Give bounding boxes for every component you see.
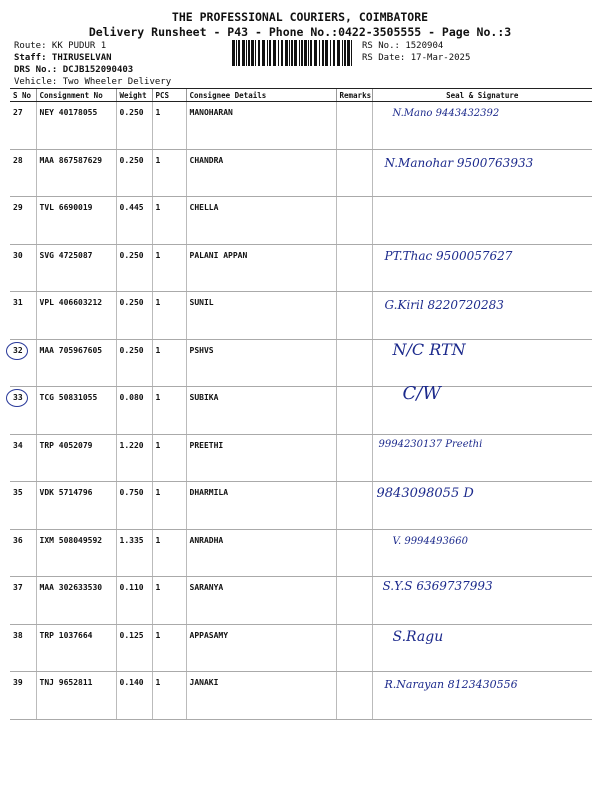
cell-weight: 0.110 xyxy=(116,577,152,625)
cell-sno: 33 xyxy=(10,387,36,435)
cell-weight: 0.140 xyxy=(116,672,152,720)
table-row xyxy=(10,624,592,672)
col-weight: Weight xyxy=(116,89,152,102)
barcode-bar xyxy=(248,40,250,66)
cell-consignee: SUBIKA xyxy=(186,387,336,435)
cell-seal-signature xyxy=(372,383,592,435)
vehicle-label: Vehicle: Two Wheeler Delivery xyxy=(14,77,172,87)
barcode-bar xyxy=(322,40,324,66)
cell-weight: 0.250 xyxy=(116,292,152,340)
cell-remarks xyxy=(336,292,372,340)
cell-sno: 29 xyxy=(10,197,36,245)
cell-weight: 1.220 xyxy=(116,434,152,482)
table-header-row xyxy=(10,89,592,102)
cell-pcs: 1 xyxy=(152,149,186,197)
cell-remarks xyxy=(336,244,372,292)
barcode-bar xyxy=(251,40,254,66)
cell-seal-signature xyxy=(372,434,592,482)
barcode-bar xyxy=(262,40,265,66)
handwritten-signature: N.Manohar 9500763933 xyxy=(384,155,534,170)
table-row xyxy=(10,292,592,340)
cell-sno: 39 xyxy=(10,672,36,720)
cell-consignment: IXM 508049592 xyxy=(36,529,116,577)
cell-consignee: MANOHARAN xyxy=(186,102,336,150)
barcode-bar xyxy=(333,40,335,66)
cell-pcs: 1 xyxy=(152,672,186,720)
barcode-bar xyxy=(319,40,320,66)
cell-weight: 0.250 xyxy=(116,244,152,292)
table-row xyxy=(10,244,592,292)
barcode-bar xyxy=(255,40,256,66)
cell-seal-signature xyxy=(372,339,592,387)
cell-sno: 38 xyxy=(10,624,36,672)
cell-weight: 0.445 xyxy=(116,197,152,245)
cell-consignment: TRP 1037664 xyxy=(36,624,116,672)
runsheet-info-left xyxy=(14,40,171,88)
barcode-bar xyxy=(325,40,328,66)
cell-seal-signature xyxy=(372,149,592,197)
cell-remarks xyxy=(336,434,372,482)
cell-weight: 0.250 xyxy=(116,102,152,150)
handwritten-signature: PT.Thac 9500057627 xyxy=(384,248,513,263)
col-sno: S No xyxy=(10,89,36,102)
handwritten-signature: V. 9994493660 xyxy=(392,535,468,547)
cell-pcs: 1 xyxy=(152,577,186,625)
cell-sno: 30 xyxy=(10,244,36,292)
cell-consignment: VDK 5714796 xyxy=(36,482,116,530)
cell-consignee: CHANDRA xyxy=(186,149,336,197)
cell-consignee: DHARMILA xyxy=(186,482,336,530)
cell-pcs: 1 xyxy=(152,244,186,292)
cell-consignee: PREETHI xyxy=(186,434,336,482)
cell-remarks xyxy=(336,672,372,720)
col-remarks: Remarks xyxy=(336,89,372,102)
barcode-bar xyxy=(344,40,346,66)
handwritten-signature: G.Kiril 8220720283 xyxy=(384,298,504,312)
barcode-bar xyxy=(301,40,303,66)
cell-consignee: PALANI APPAN xyxy=(186,244,336,292)
barcode-bar xyxy=(267,40,268,66)
cell-weight: 0.750 xyxy=(116,482,152,530)
cell-sno: 35 xyxy=(10,482,36,530)
barcode-bar xyxy=(330,40,331,66)
hand-drawn-circle xyxy=(6,389,28,407)
handwritten-signature: C/W xyxy=(402,383,441,404)
cell-remarks xyxy=(336,482,372,530)
cell-sno: 37 xyxy=(10,577,36,625)
cell-seal-signature xyxy=(372,102,592,150)
cell-weight: 0.250 xyxy=(116,149,152,197)
cell-pcs: 1 xyxy=(152,197,186,245)
staff-label: Staff: THIRUSELVAN xyxy=(14,53,112,63)
cell-consignee: ANRADHA xyxy=(186,529,336,577)
cell-consignment: VPL 406603212 xyxy=(36,292,116,340)
cell-seal-signature xyxy=(372,244,592,292)
cell-pcs: 1 xyxy=(152,387,186,435)
barcode-bar xyxy=(281,40,283,66)
cell-remarks xyxy=(336,624,372,672)
cell-remarks xyxy=(336,102,372,150)
table-row xyxy=(10,482,592,530)
delivery-runsheet-table xyxy=(10,88,592,720)
handwritten-signature: S.Y.S 6369737993 xyxy=(382,579,493,593)
cell-pcs: 1 xyxy=(152,102,186,150)
cell-consignee: CHELLA xyxy=(186,197,336,245)
barcode-bar xyxy=(269,40,271,66)
cell-sno: 34 xyxy=(10,434,36,482)
drs-number: DRS No.: DCJB152090403 xyxy=(14,65,134,75)
cell-consignment: TVL 6690019 xyxy=(36,197,116,245)
table-row xyxy=(10,387,592,435)
cell-pcs: 1 xyxy=(152,339,186,387)
cell-remarks xyxy=(336,529,372,577)
barcode-bar xyxy=(291,40,293,66)
barcode-bar xyxy=(342,40,343,66)
table-row xyxy=(10,434,592,482)
barcode-bar xyxy=(278,40,279,66)
cell-seal-signature xyxy=(372,482,592,530)
barcode-bar xyxy=(299,40,300,66)
cell-pcs: 1 xyxy=(152,434,186,482)
handwritten-signature: R.Narayan 8123430556 xyxy=(384,678,518,691)
cell-consignment: MAA 705967605 xyxy=(36,339,116,387)
company-name: THE PROFESSIONAL COURIERS, COIMBATORE xyxy=(171,10,429,24)
cell-remarks xyxy=(336,149,372,197)
runsheet-info-right xyxy=(362,40,470,64)
cell-sno: 32 xyxy=(10,339,36,387)
cell-sno: 27 xyxy=(10,102,36,150)
rs-date: RS Date: 17-Mar-2025 xyxy=(362,53,471,63)
document-title-block xyxy=(0,10,600,40)
table-row xyxy=(10,102,592,150)
handwritten-signature: S.Ragu xyxy=(392,628,444,645)
handwritten-signature: N/C RTN xyxy=(392,339,466,359)
cell-pcs: 1 xyxy=(152,482,186,530)
cell-pcs: 1 xyxy=(152,292,186,340)
barcode-bar xyxy=(337,40,340,66)
cell-consignment: NEY 40178055 xyxy=(36,102,116,150)
cell-pcs: 1 xyxy=(152,529,186,577)
cell-consignment: MAA 302633530 xyxy=(36,577,116,625)
cell-remarks xyxy=(336,197,372,245)
cell-weight: 0.250 xyxy=(116,339,152,387)
cell-seal-signature xyxy=(372,292,592,340)
runsheet-subtitle: Delivery Runsheet - P43 - Phone No.:0422-3505555 - Page No.:3 xyxy=(88,25,512,39)
cell-weight: 1.335 xyxy=(116,529,152,577)
cell-weight: 0.125 xyxy=(116,624,152,672)
barcode-bar xyxy=(236,40,237,66)
cell-seal-signature xyxy=(372,624,592,672)
cell-remarks xyxy=(336,339,372,387)
table-row xyxy=(10,197,592,245)
cell-consignee: SUNIL xyxy=(186,292,336,340)
barcode-bar xyxy=(294,40,297,66)
cell-seal-signature xyxy=(372,197,592,245)
barcode-bar xyxy=(273,40,276,66)
cell-remarks xyxy=(336,387,372,435)
cell-consignment: TNJ 9652811 xyxy=(36,672,116,720)
barcode-bar xyxy=(246,40,247,66)
barcode-bar xyxy=(314,40,317,66)
table-row xyxy=(10,672,592,720)
col-consignee: Consignee Details xyxy=(186,89,336,102)
cell-remarks xyxy=(336,577,372,625)
handwritten-signature: N.Mano 9443432392 xyxy=(392,108,500,119)
table-row xyxy=(10,149,592,197)
cell-consignee: SARANYA xyxy=(186,577,336,625)
cell-pcs: 1 xyxy=(152,624,186,672)
barcode-bar xyxy=(304,40,307,66)
handwritten-signature: 9843098055 D xyxy=(376,486,474,501)
table-row xyxy=(10,339,592,387)
cell-weight: 0.080 xyxy=(116,387,152,435)
barcode-bar xyxy=(310,40,312,66)
barcode-bar xyxy=(242,40,245,66)
rs-number: RS No.: 1520904 xyxy=(362,41,444,51)
col-pcs: PCS xyxy=(152,89,186,102)
cell-seal-signature xyxy=(372,672,592,720)
cell-consignment: TCG 50831055 xyxy=(36,387,116,435)
barcode-bar xyxy=(285,40,288,66)
route-label: Route: KK PUDUR 1 xyxy=(14,41,107,51)
table-row xyxy=(10,529,592,577)
cell-consignment: SVG 4725087 xyxy=(36,244,116,292)
table-row xyxy=(10,577,592,625)
cell-consignment: TRP 4052079 xyxy=(36,434,116,482)
handwritten-signature: 9994230137 Preethi xyxy=(378,438,483,450)
cell-consignee: PSHVS xyxy=(186,339,336,387)
barcode-bar xyxy=(238,40,240,66)
barcode-bar xyxy=(351,40,352,66)
barcode-bar xyxy=(347,40,350,66)
cell-seal-signature xyxy=(372,577,592,625)
barcode-bar xyxy=(308,40,309,66)
barcode-bar xyxy=(258,40,260,66)
cell-consignee: JANAKI xyxy=(186,672,336,720)
cell-sno: 31 xyxy=(10,292,36,340)
cell-seal-signature xyxy=(372,529,592,577)
barcode-bar xyxy=(232,40,235,66)
barcode-image xyxy=(232,40,354,66)
col-seal-signature: Seal & Signature xyxy=(372,89,592,102)
cell-sno: 36 xyxy=(10,529,36,577)
cell-consignee: APPASAMY xyxy=(186,624,336,672)
barcode-bar xyxy=(289,40,290,66)
cell-sno: 28 xyxy=(10,149,36,197)
cell-consignment: MAA 867587629 xyxy=(36,149,116,197)
hand-drawn-circle xyxy=(6,342,28,360)
col-consignment: Consignment No xyxy=(36,89,116,102)
